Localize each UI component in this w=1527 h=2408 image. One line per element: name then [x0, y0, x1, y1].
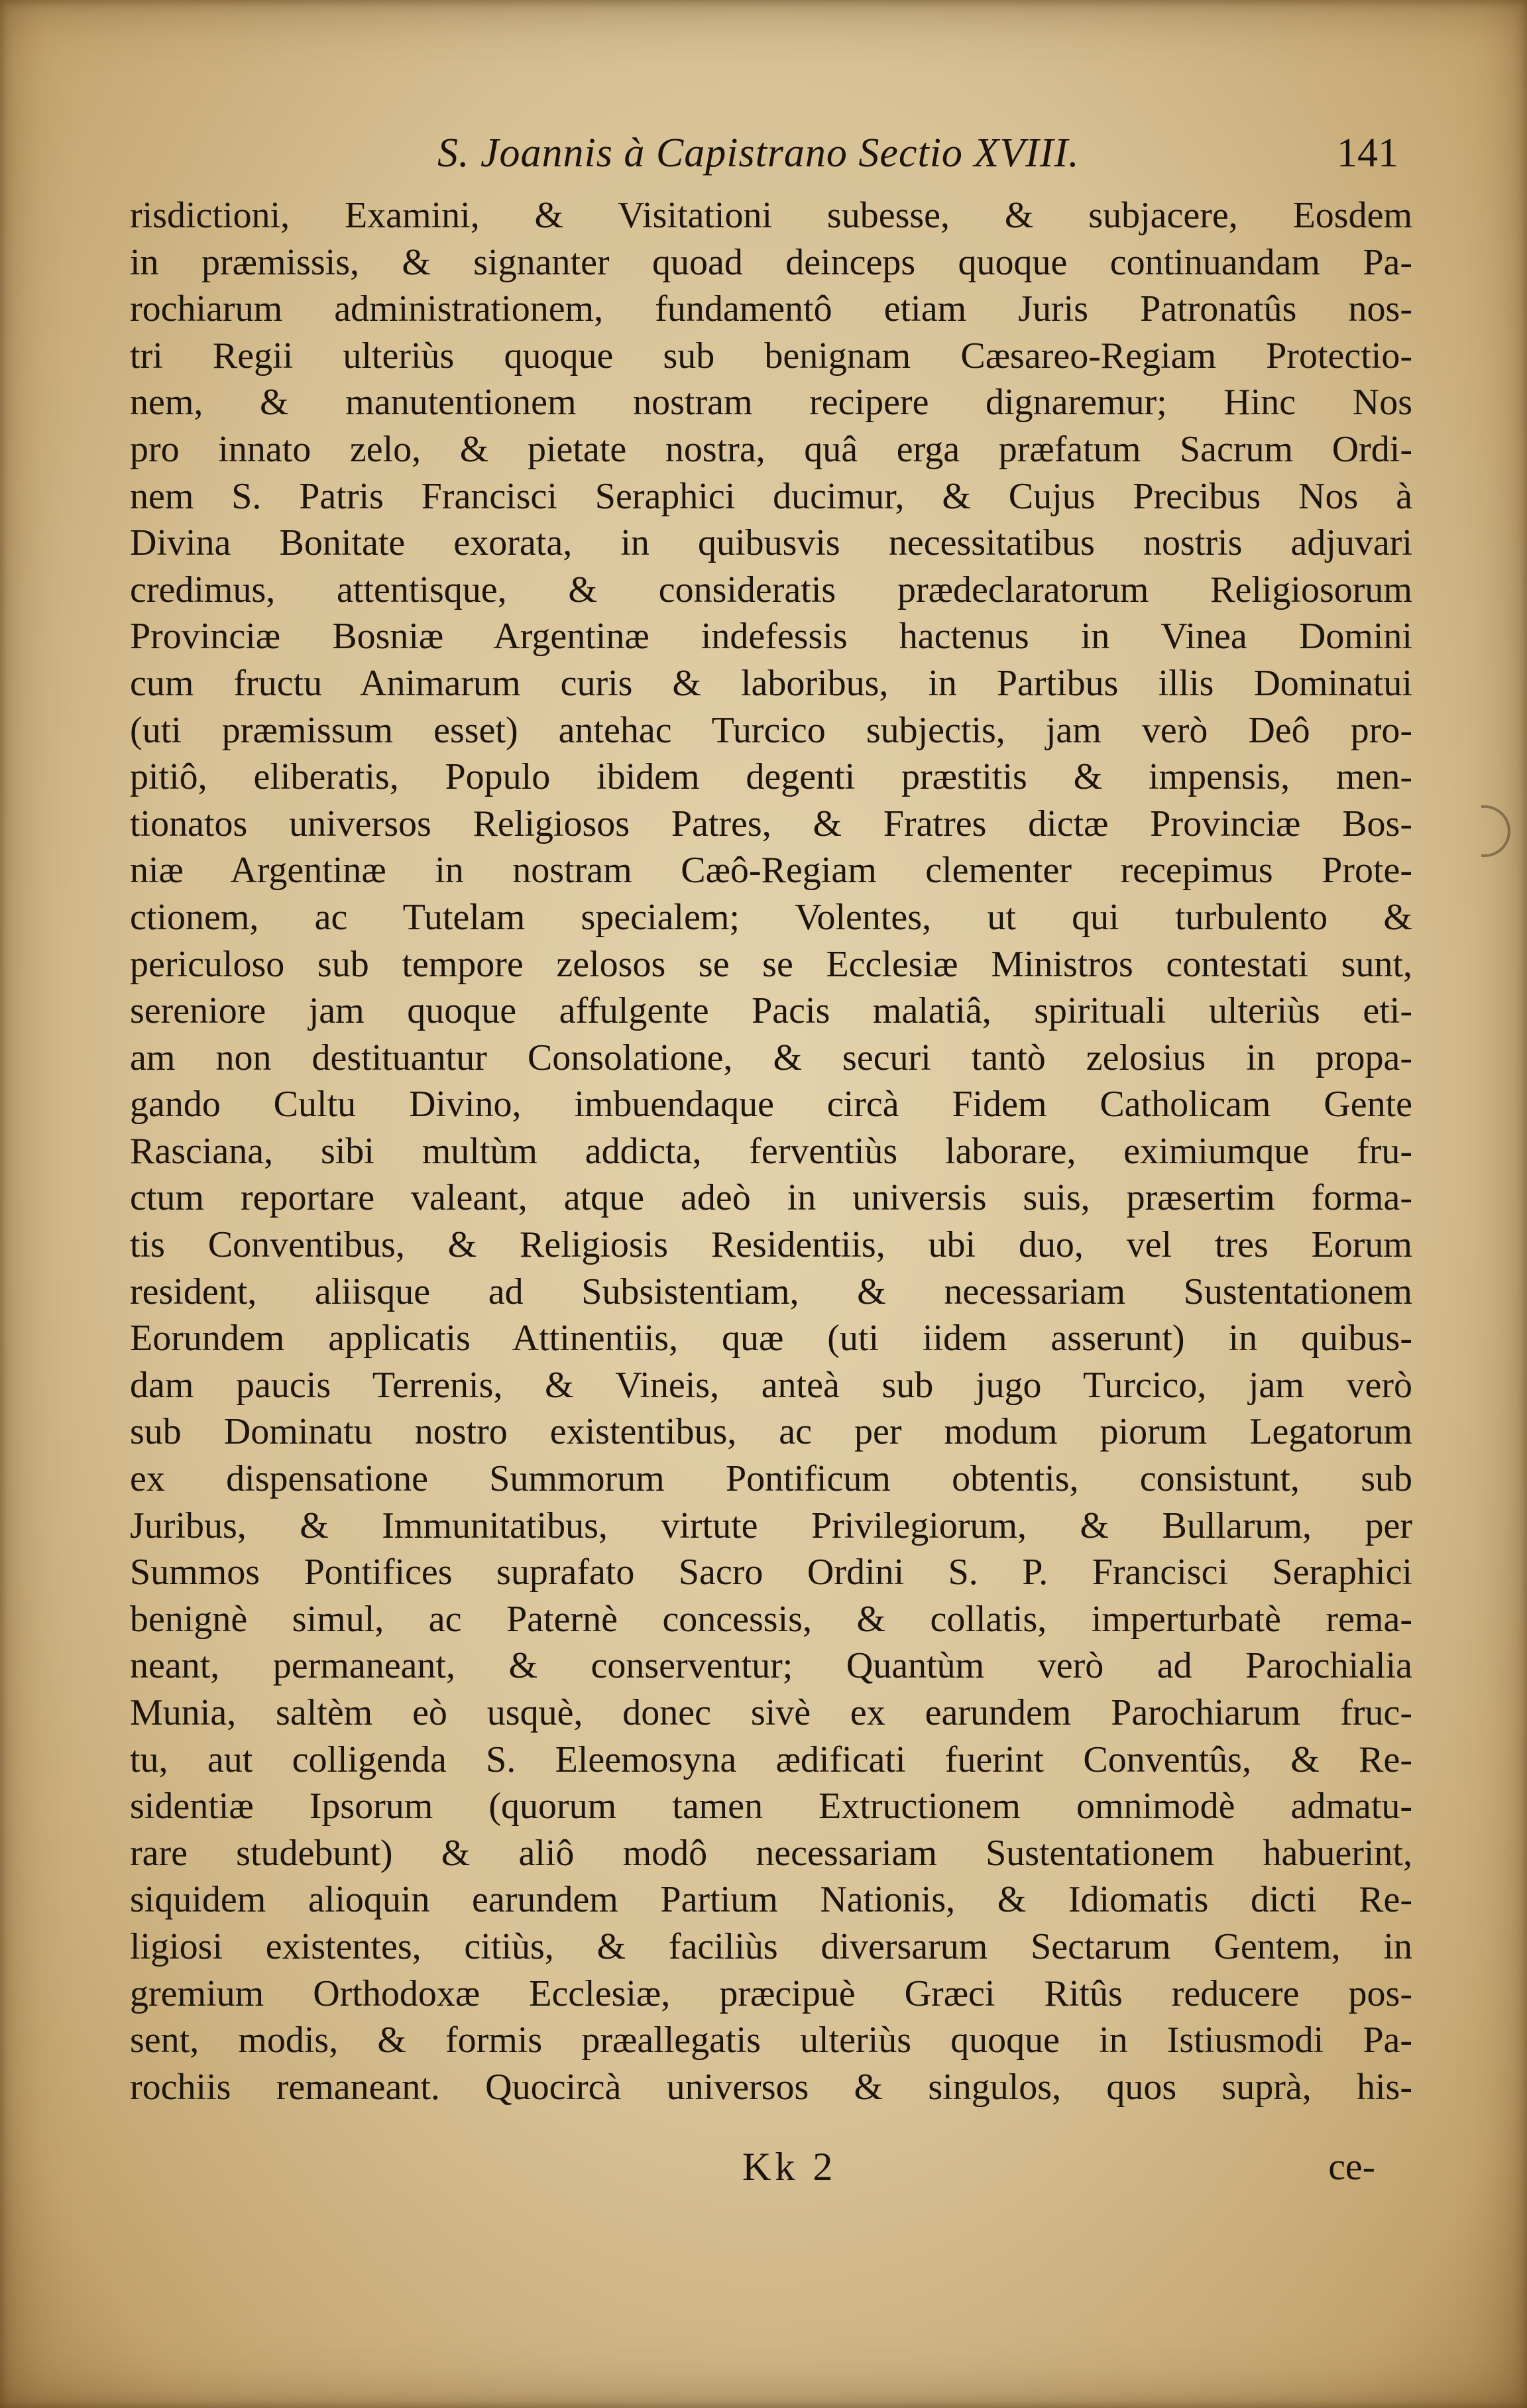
text-line: nem S. Patris Francisci Seraphici ducimur, & Cujus Precibus Nos à — [130, 475, 1412, 517]
text-line: siquidem alioquin earundem Partium Nationis, & Idiomatis dicti Re- — [130, 1879, 1412, 1921]
text-line: sub Dominatu nostro existentibus, ac per modum piorum Legatorum — [130, 1411, 1412, 1453]
text-line: rochiis remaneant. Quocircà universos & singulos, quos suprà, his- — [130, 2066, 1412, 2108]
text-line: neant, permaneant, & conserventur; Quantùm verò ad Parochialia — [130, 1645, 1412, 1687]
page-footer — [133, 2144, 1375, 2197]
text-line: dam paucis Terrenis, & Vineis, anteà sub jugo Turcico, jam verò — [130, 1364, 1412, 1406]
text-line: Munia, saltèm eò usquè, donec sivè ex earundem Parochiarum fruc- — [130, 1692, 1412, 1733]
text-line: Divina Bonitate exorata, in quibusvis necessitatibus nostris adjuvari — [130, 522, 1412, 564]
text-line: nem, & manutentionem nostram recipere dignaremur; Hinc Nos — [130, 382, 1412, 424]
text-line: tis Conventibus, & Religiosis Residentiis, ubi duo, vel tres Eorum — [130, 1224, 1412, 1266]
text-line: pitiô, eliberatis, Populo ibidem degenti præstitis & impensis, men- — [130, 756, 1412, 798]
running-title: S. Joannis à Capistrano Sectio XVIII. — [437, 131, 1080, 176]
text-line: risdictioni, Examini, & Visitationi subesse, & subjacere, Eosdem — [130, 195, 1412, 236]
catchword: ce- — [1328, 2145, 1375, 2188]
text-line: credimus, attentisque, & consideratis prædeclaratorum Religiosorum — [130, 569, 1412, 610]
text-line: resident, aliisque ad Subsistentiam, & necessariam Sustentationem — [130, 1271, 1412, 1312]
text-line: niæ Argentinæ in nostram Cæô-Regiam clementer recepimus Prote- — [130, 850, 1412, 891]
text-line: rochiarum administrationem, fundamentô etiam Juris Patronatûs nos- — [130, 288, 1412, 330]
text-line: ctum reportare valeant, atque adeò in universis suis, præsertim forma- — [130, 1177, 1412, 1219]
signature-mark: Kk 2 — [742, 2145, 837, 2189]
text-line: sent, modis, & formis præallegatis ulteriùs quoque in Istiusmodi Pa- — [130, 2020, 1412, 2061]
text-line: tionatos universos Religiosos Patres, & Fratres dictæ Provinciæ Bos- — [130, 803, 1412, 844]
text-line: am non destituantur Consolatione, & securi tantò zelosius in propa- — [130, 1037, 1412, 1078]
text-line: Summos Pontifices suprafato Sacro Ordini S. P. Francisci Seraphici — [130, 1552, 1412, 1593]
text-line: (uti præmissum esset) antehac Turcico subjectis, jam verò Deô pro- — [130, 709, 1412, 751]
text-line: pro innato zelo, & pietate nostra, quâ erga præfatum Sacrum Ordi- — [130, 428, 1412, 470]
text-line: in præmissis, & signanter quoad deinceps quoque continuandam Pa- — [130, 241, 1412, 283]
text-line: sidentiæ Ipsorum (quorum tamen Extructionem omnimodè admatu- — [130, 1786, 1412, 1827]
text-line: gando Cultu Divino, imbuendaque circà Fidem Catholicam Gente — [130, 1084, 1412, 1125]
text-line: cum fructu Animarum curis & laboribus, in Partibus illis Dominatui — [130, 662, 1412, 704]
text-line: ex dispensatione Summorum Pontificum obtentis, consistunt, sub — [130, 1458, 1412, 1500]
margin-mark — [1481, 805, 1510, 857]
text-line: periculoso sub tempore zelosos se se Ecclesiæ Ministros contestati sunt, — [130, 943, 1412, 985]
page-number: 141 — [1337, 131, 1398, 176]
text-line: ligiosi existentes, citiùs, & faciliùs diversarum Sectarum Gentem, in — [130, 1925, 1412, 1967]
text-line: Rasciana, sibi multùm addicta, ferventiùs laborare, eximiumque fru- — [130, 1130, 1412, 1172]
text-line: tu, aut colligenda S. Eleemosyna ædificati fuerint Conventûs, & Re- — [130, 1739, 1412, 1780]
text-line: rare studebunt) & aliô modô necessariam Sustentationem habuerint, — [130, 1832, 1412, 1874]
text-line: gremium Orthodoxæ Ecclesiæ, præcipuè Græci Ritûs reducere pos- — [130, 1973, 1412, 2014]
text-line: benignè simul, ac Paternè concessis, & collatis, imperturbatè rema- — [130, 1598, 1412, 1640]
text-line: Provinciæ Bosniæ Argentinæ indefessis hactenus in Vinea Domini — [130, 616, 1412, 658]
body-text — [130, 192, 1412, 2110]
text-line: tri Regii ulteriùs quoque sub benignam Cæsareo-Regiam Protectio- — [130, 335, 1412, 376]
text-line: Juribus, & Immunitatibus, virtute Privilegiorum, & Bullarum, per — [130, 1505, 1412, 1546]
page-header — [133, 130, 1398, 190]
text-line: ctionem, ac Tutelam specialem; Volentes, ut qui turbulento & — [130, 896, 1412, 938]
text-line: sereniore jam quoque affulgente Pacis malatiâ, spirituali ulteriùs eti- — [130, 990, 1412, 1032]
text-line: Eorundem applicatis Attinentiis, quæ (uti iidem asserunt) in quibus- — [130, 1318, 1412, 1359]
